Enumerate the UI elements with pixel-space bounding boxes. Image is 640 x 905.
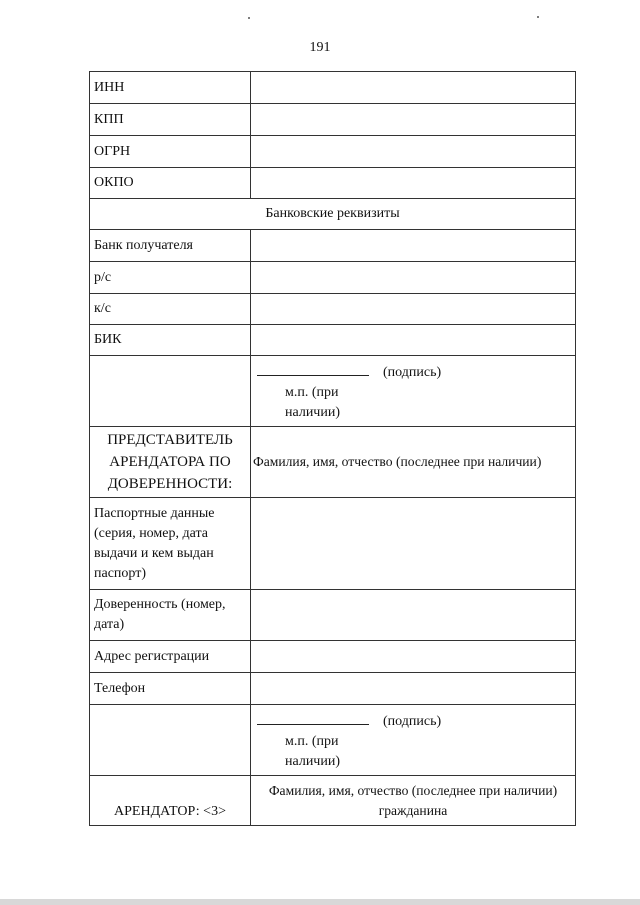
table-row <box>90 230 576 262</box>
table-row <box>90 590 576 641</box>
tenant-name-line2: гражданина <box>378 802 448 818</box>
requisites-table <box>89 71 576 826</box>
representative-heading <box>90 427 251 498</box>
bank-name-value <box>251 230 576 262</box>
okpo-value <box>251 168 576 199</box>
table-row <box>90 168 576 199</box>
signature-label: (подпись) <box>383 714 442 729</box>
stamp-label-line1: м.п. (при <box>285 385 339 400</box>
representative-heading-line2: АРЕНДАТОРА ПО <box>109 454 231 470</box>
table-row <box>90 199 576 230</box>
table-row <box>90 325 576 356</box>
signature-line <box>257 375 369 376</box>
phone-label: Телефон <box>90 673 251 705</box>
representative-heading-line1: ПРЕДСТАВИТЕЛЬ <box>107 432 233 448</box>
passport-value <box>251 498 576 590</box>
rs-label: р/с <box>90 262 251 294</box>
ks-value <box>251 294 576 325</box>
bank-section-heading: Банковские реквизиты <box>90 199 576 230</box>
bik-value <box>251 325 576 356</box>
inn-label: ИНН <box>90 72 251 104</box>
kpp-value <box>251 104 576 136</box>
table-row <box>90 356 576 427</box>
signature-label: (подпись) <box>383 365 442 380</box>
table-row <box>90 72 576 104</box>
okpo-label: ОКПО <box>90 168 251 199</box>
poa-label: Доверенность (номер, дата) <box>90 590 251 641</box>
tenant-name-label <box>251 776 576 826</box>
table-row <box>90 673 576 705</box>
poa-value <box>251 590 576 641</box>
table-row <box>90 427 576 498</box>
bik-label: БИК <box>90 325 251 356</box>
table-row <box>90 498 576 590</box>
table-row <box>90 705 576 776</box>
empty-cell <box>90 356 251 427</box>
scan-speck <box>248 17 250 19</box>
table-row <box>90 262 576 294</box>
bank-name-label: Банк получателя <box>90 230 251 262</box>
ogrn-label: ОГРН <box>90 136 251 168</box>
stamp-label-line2: наличии) <box>285 754 340 769</box>
kpp-label: КПП <box>90 104 251 136</box>
address-value <box>251 641 576 673</box>
table-row <box>90 294 576 325</box>
rs-value <box>251 262 576 294</box>
inn-value <box>251 72 576 104</box>
representative-heading-line3: ДОВЕРЕННОСТИ: <box>107 476 233 492</box>
stamp-label-line1: м.п. (при <box>285 734 339 749</box>
signature-block <box>251 356 576 427</box>
table-row <box>90 641 576 673</box>
page-bottom-edge <box>0 899 640 905</box>
tenant-name-line1: Фамилия, имя, отчество (последнее при наличии) <box>268 782 558 798</box>
table-row <box>90 104 576 136</box>
representative-name-label: Фамилия, имя, отчество (последнее при наличии) <box>251 427 576 498</box>
empty-cell <box>90 705 251 776</box>
passport-label: Паспортные данные (серия, номер, дата выдачи и кем выдан паспорт) <box>90 498 251 590</box>
phone-value <box>251 673 576 705</box>
signature-block <box>251 705 576 776</box>
tenant-label: АРЕНДАТОР: <3> <box>90 776 251 826</box>
stamp-label-line2: наличии) <box>285 405 340 420</box>
page-number: 191 <box>309 40 331 55</box>
scan-speck <box>537 16 539 18</box>
signature-line <box>257 724 369 725</box>
table-row <box>90 136 576 168</box>
table-row <box>90 776 576 826</box>
ogrn-value <box>251 136 576 168</box>
address-label: Адрес регистрации <box>90 641 251 673</box>
ks-label: к/с <box>90 294 251 325</box>
